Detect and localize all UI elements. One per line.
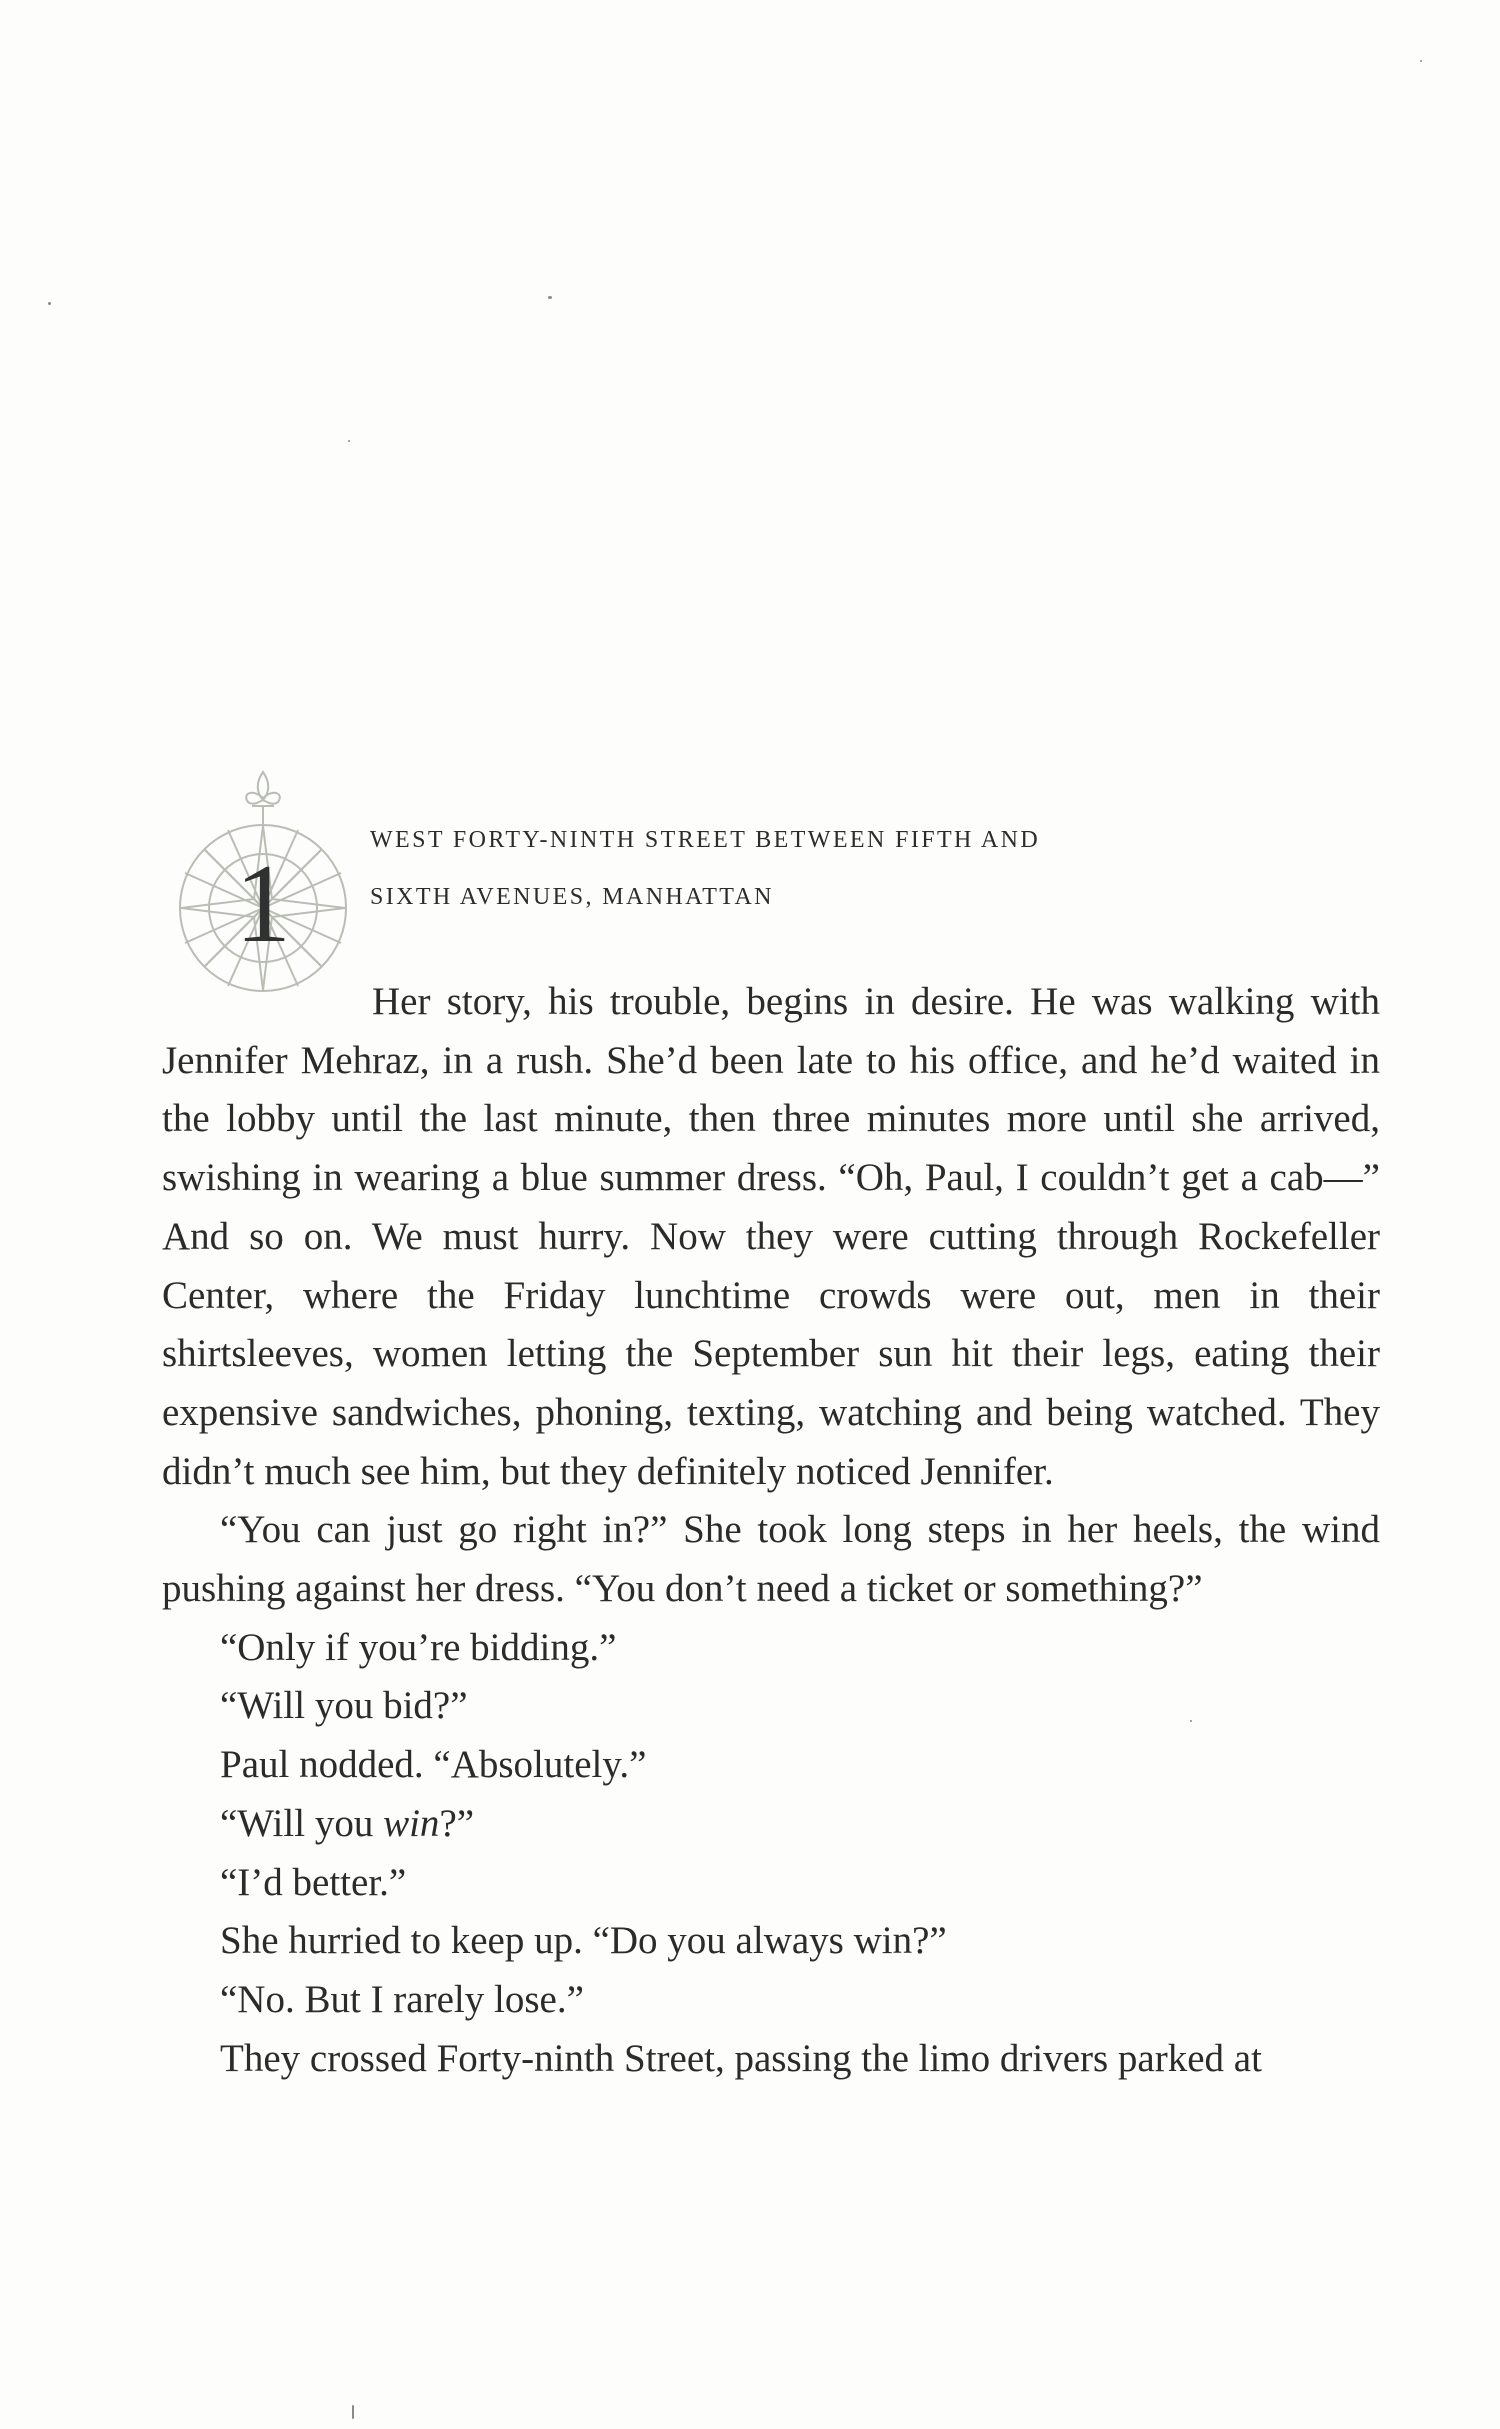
win-emphasis: win [383,1801,440,1845]
paragraph: “No. But I rarely lose.” [220,1977,584,2021]
paragraph: “I’d better.” [220,1860,407,1904]
chapter-number: 1 [235,842,291,966]
paragraph: Her story, his trouble, begins in desire. He was walking with Jennifer Mehraz, in a rush. She’d been late to his office, and he’d waited in the lobby until the last minute, then three minutes more until she arrived, swishing in wearing a blue summer dress. “Oh, Paul, I couldn’t get a cab—” And so on. We must hurry. Now they were cutting through Rockefeller Center, where the Friday lunchtime crowds were out, men in their shirtsleeves, women letting the September sun hit their legs, eating their expensive sandwiches, phoning, texting, watching and being watched. They didn’t much see him, but they definitely noticed Jennifer. [162,980,1380,1493]
paragraph: “You can just go right in?” She took long steps in her heels, the wind pushing against her dress. “You don’t need a ticket or something?” [162,1508,1380,1611]
win-suffix: ?” [439,1801,475,1845]
chapter-heading [370,812,1270,926]
paragraph: “Will you bid?” [220,1684,468,1728]
win-prefix: “Will you [220,1801,384,1845]
paragraph: She hurried to keep up. “Do you always win?” [220,1919,947,1963]
chapter-heading-line-1: WEST FORTY-NINTH STREET BETWEEN FIFTH AND [370,827,1041,853]
paragraph: “Only if you’re bidding.” [220,1625,617,1669]
paragraph-win [162,1795,1380,1854]
chapter-heading-line-2: SIXTH AVENUES, MANHATTAN [370,884,774,910]
paragraph: They crossed Forty-ninth Street, passing the limo drivers parked at [220,2036,1262,2080]
fleur-de-lis-icon [246,772,280,824]
paragraph: Paul nodded. “Absolutely.” [220,1743,647,1787]
chapter-body [162,973,1380,2088]
